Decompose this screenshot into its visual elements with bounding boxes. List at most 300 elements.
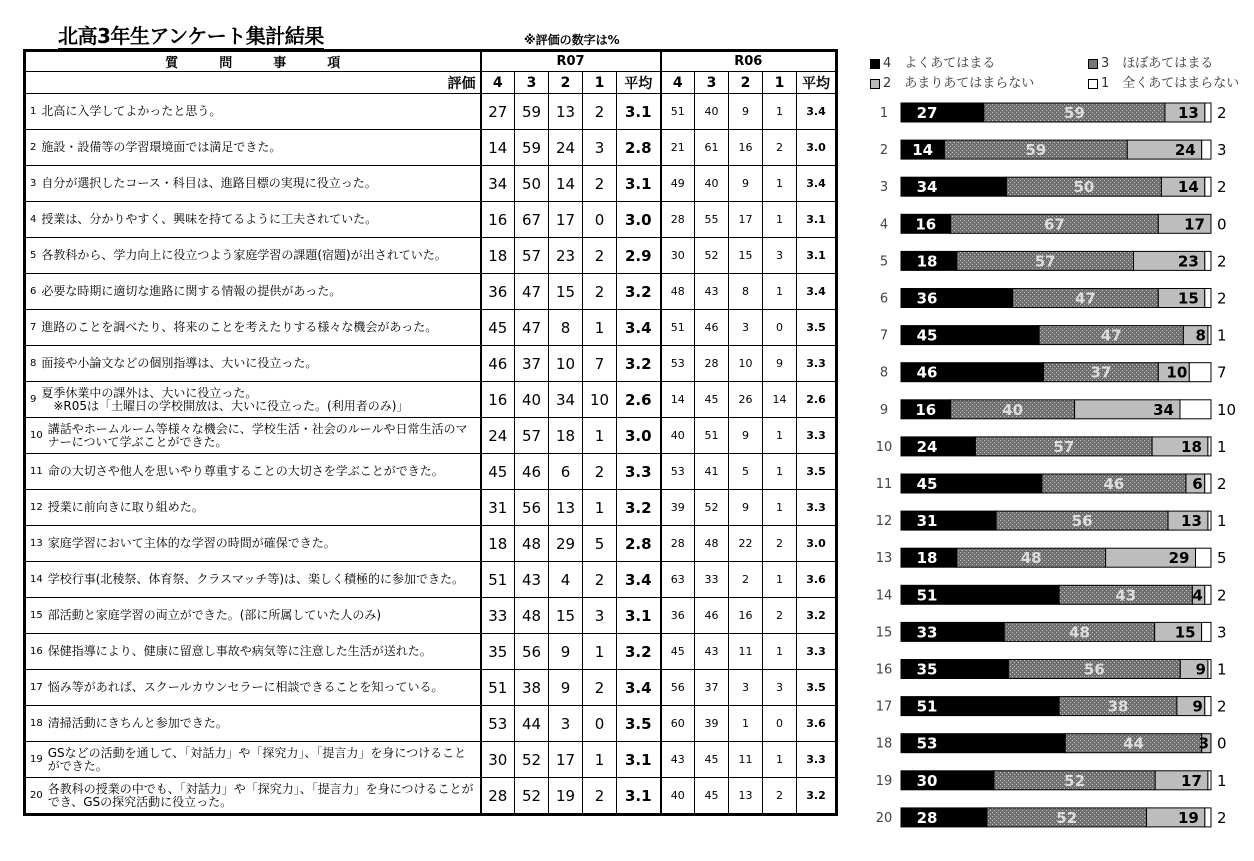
r06-pct-3: 46	[695, 598, 729, 634]
bar-segment-1	[1205, 177, 1211, 196]
r07-pct-2: 34	[549, 382, 583, 418]
r06-average: 3.3	[797, 490, 837, 526]
category-label: 3	[879, 180, 889, 196]
bar-segment-4	[901, 437, 975, 456]
r07-pct-4: 51	[481, 670, 515, 706]
category-label: 8	[879, 365, 889, 381]
r07-average: 3.1	[617, 166, 661, 202]
r07-average: 3.3	[617, 454, 661, 490]
question-number: 2	[30, 142, 37, 153]
r07-pct-2: 29	[549, 526, 583, 562]
bar-segment-1	[1205, 697, 1211, 716]
r07-pct-4: 28	[481, 778, 515, 815]
r06-pct-1: 1	[763, 274, 797, 310]
data-label: 40	[1002, 400, 1024, 419]
r07-pct-3: 52	[515, 742, 549, 778]
r06-pct-3: 52	[695, 490, 729, 526]
r07-pct-3: 46	[515, 454, 549, 490]
category-label: 7	[879, 328, 889, 344]
r07-pct-4: 16	[481, 382, 515, 418]
r07-pct-3: 59	[515, 130, 549, 166]
r06-average: 3.3	[797, 418, 837, 454]
r06-pct-4: 60	[661, 706, 695, 742]
data-label: 2	[1217, 586, 1227, 605]
r06-average: 3.2	[797, 598, 837, 634]
data-label: 44	[1123, 734, 1144, 753]
r06-pct-2: 11	[729, 742, 763, 778]
r07-average: 3.5	[617, 706, 661, 742]
r06-pct-4: 49	[661, 166, 695, 202]
col-header-r06-1: 1	[763, 72, 797, 94]
r06-pct-4: 28	[661, 202, 695, 238]
r07-pct-4: 24	[481, 418, 515, 454]
r07-pct-4: 16	[481, 202, 515, 238]
bar-segment-4	[901, 103, 984, 122]
bar-segment-1	[1180, 400, 1211, 419]
r07-pct-2: 6	[549, 454, 583, 490]
r06-pct-2: 26	[729, 382, 763, 418]
r07-pct-2: 18	[549, 418, 583, 454]
r06-pct-3: 61	[695, 130, 729, 166]
data-label: 23	[1177, 252, 1199, 271]
r07-pct-2: 13	[549, 490, 583, 526]
r07-pct-1: 2	[583, 778, 617, 815]
data-label: 52	[1056, 808, 1078, 827]
question-number: 19	[30, 754, 43, 765]
data-label: 50	[1073, 178, 1095, 197]
r06-pct-1: 14	[763, 382, 797, 418]
r06-pct-2: 2	[729, 562, 763, 598]
r07-pct-1: 2	[583, 274, 617, 310]
data-label: 67	[1044, 215, 1065, 234]
r06-pct-2: 16	[729, 130, 763, 166]
r06-pct-3: 52	[695, 238, 729, 274]
bar-segment-1	[1189, 363, 1211, 382]
category-label: 1	[879, 106, 889, 121]
data-label: 47	[1100, 326, 1122, 345]
r06-pct-4: 43	[661, 742, 695, 778]
data-label: 36	[916, 289, 938, 308]
r06-pct-3: 37	[695, 670, 729, 706]
r06-pct-2: 22	[729, 526, 763, 562]
question-text: 家庭学習において主体的な学習の時間が確保できた。	[47, 536, 336, 550]
r07-pct-3: 43	[515, 562, 549, 598]
r06-pct-2: 9	[729, 166, 763, 202]
category-label: 10	[875, 439, 893, 455]
r07-pct-1: 2	[583, 562, 617, 598]
question-text: 施設・設備等の学習環境面では満足できた。	[41, 140, 282, 154]
data-label: 1	[1217, 771, 1227, 790]
r06-pct-1: 1	[763, 634, 797, 670]
bar-segment-1	[1202, 140, 1211, 159]
data-label: 35	[916, 660, 938, 679]
data-label: 16	[915, 215, 937, 234]
question-text: 授業は、分かりやすく、興味を持てるように工夫されていた。	[41, 212, 378, 226]
r06-pct-2: 11	[729, 634, 763, 670]
r07-pct-2: 19	[549, 778, 583, 815]
r06-pct-3: 40	[695, 94, 729, 130]
category-label: 6	[879, 291, 889, 307]
legend-label: 3 ほぼあてはまる	[1101, 56, 1214, 71]
r06-pct-1: 1	[763, 94, 797, 130]
question-text: 部活動と家庭学習の両立ができた。(部に所属していた人のみ)	[47, 608, 382, 622]
r07-pct-2: 15	[549, 274, 583, 310]
legend-label: 1 全くあてはまらない	[1101, 76, 1240, 91]
data-label: 15	[1174, 623, 1196, 642]
data-label: 52	[1064, 771, 1086, 790]
r06-average: 2.6	[797, 382, 837, 418]
r06-pct-3: 39	[695, 706, 729, 742]
question-text: 夏季休業中の課外は、大いに役立った。 ※R05は「土曜日の学校開放は、大いに役立った。(利用者のみ)」	[41, 385, 409, 413]
r06-pct-4: 53	[661, 454, 695, 490]
r06-average: 3.5	[797, 670, 837, 706]
r07-pct-2: 10	[549, 346, 583, 382]
bar-segment-1	[1208, 511, 1211, 530]
r06-pct-4: 40	[661, 418, 695, 454]
group-header-r06: R06	[661, 51, 837, 72]
r06-pct-1: 2	[763, 130, 797, 166]
data-label: 6	[1192, 475, 1203, 493]
col-header-r07-2: 2	[549, 72, 583, 94]
r07-average: 3.1	[617, 94, 661, 130]
r07-pct-3: 48	[515, 598, 549, 634]
data-label: 57	[1053, 437, 1075, 456]
r06-pct-3: 46	[695, 310, 729, 346]
bar-segment-1	[1205, 103, 1211, 122]
question-number: 10	[30, 430, 43, 441]
r06-average: 3.4	[797, 166, 837, 202]
r07-average: 3.4	[617, 670, 661, 706]
data-label: 57	[1034, 252, 1056, 271]
data-label: 18	[1181, 437, 1202, 456]
data-label: 48	[1069, 623, 1090, 642]
bar-segment-1	[1205, 474, 1211, 493]
r06-average: 3.6	[797, 706, 837, 742]
question-number: 9	[30, 394, 37, 405]
r07-pct-2: 15	[549, 598, 583, 634]
r07-pct-4: 27	[481, 94, 515, 130]
question-header: 質 問 事 項	[25, 51, 481, 72]
r06-pct-2: 3	[729, 310, 763, 346]
question-text: 清掃活動にきちんと参加できた。	[47, 716, 228, 730]
r06-average: 3.5	[797, 310, 837, 346]
r07-pct-1: 3	[583, 598, 617, 634]
data-label: 2	[1217, 475, 1227, 493]
bar-segment-1	[1205, 585, 1211, 604]
r07-pct-2: 13	[549, 94, 583, 130]
r07-pct-4: 36	[481, 274, 515, 310]
data-label: 56	[1083, 660, 1105, 679]
r06-pct-2: 15	[729, 238, 763, 274]
bar-segment-1	[1208, 771, 1211, 790]
r07-pct-3: 47	[515, 310, 549, 346]
r07-pct-4: 31	[481, 490, 515, 526]
col-header-r06-4: 4	[661, 72, 695, 94]
col-header-r06-3: 3	[695, 72, 729, 94]
r06-pct-4: 48	[661, 274, 695, 310]
r06-pct-3: 45	[695, 778, 729, 815]
bar-segment-4	[901, 771, 994, 790]
data-label: 1	[1217, 437, 1227, 456]
data-label: 24	[1174, 141, 1196, 160]
question-text: 悩み等があれば、スクールカウンセラーに相談できることを知っている。	[47, 680, 444, 694]
r07-pct-2: 3	[549, 706, 583, 742]
question-text: 各教科から、学力向上に役立つよう家庭学習の課題(宿題)が出されていた。	[41, 248, 447, 262]
data-label: 48	[1020, 549, 1042, 568]
data-label: 2	[1217, 808, 1227, 827]
r06-pct-1: 1	[763, 490, 797, 526]
r06-pct-4: 36	[661, 598, 695, 634]
r07-pct-3: 56	[515, 634, 549, 670]
question-number: 14	[30, 574, 43, 585]
question-text: 面接や小論文などの個別指導は、大いに役立った。	[41, 356, 318, 370]
r07-pct-3: 40	[515, 382, 549, 418]
r07-pct-3: 56	[515, 490, 549, 526]
r07-pct-2: 23	[549, 238, 583, 274]
r06-pct-3: 41	[695, 454, 729, 490]
data-label: 1	[1217, 326, 1227, 345]
r06-pct-4: 56	[661, 670, 695, 706]
data-label: 28	[916, 808, 938, 827]
data-label: 2	[1217, 104, 1227, 122]
r07-pct-3: 59	[515, 94, 549, 130]
r07-pct-2: 9	[549, 670, 583, 706]
r06-pct-1: 1	[763, 202, 797, 238]
bar-segment-4	[901, 808, 987, 827]
r07-pct-1: 2	[583, 166, 617, 202]
r07-pct-1: 1	[583, 418, 617, 454]
question-number: 12	[30, 502, 43, 513]
data-label: 14	[1177, 178, 1199, 197]
data-label: 17	[1181, 771, 1202, 790]
data-label: 9	[1192, 697, 1203, 716]
bar-segment-1	[1208, 437, 1211, 456]
data-label: 51	[916, 586, 938, 605]
data-label: 3	[1198, 734, 1209, 753]
percent-note: ※評価の数字は%	[524, 33, 620, 47]
r07-pct-3: 67	[515, 202, 549, 238]
r07-average: 2.6	[617, 382, 661, 418]
data-label: 7	[1217, 363, 1227, 382]
r07-average: 3.4	[617, 562, 661, 598]
r07-pct-1: 1	[583, 634, 617, 670]
r06-pct-1: 1	[763, 166, 797, 202]
data-label: 16	[915, 400, 937, 419]
question-number: 20	[30, 790, 43, 801]
bar-segment-1	[1205, 808, 1211, 827]
bar-segment-1	[1205, 289, 1211, 308]
r07-pct-1: 7	[583, 346, 617, 382]
question-text: 命の大切さや他人を思いやり尊重することの大切さを学ぶことができた。	[47, 464, 444, 478]
col-header-r06-avg: 平均	[797, 72, 837, 94]
data-label: 34	[916, 178, 938, 197]
r06-average: 3.0	[797, 130, 837, 166]
r07-pct-1: 1	[583, 490, 617, 526]
question-number: 15	[30, 610, 43, 621]
bar-segment-1	[1205, 251, 1211, 270]
r06-pct-4: 53	[661, 346, 695, 382]
r07-pct-2: 9	[549, 634, 583, 670]
r07-pct-4: 14	[481, 130, 515, 166]
r07-pct-1: 1	[583, 742, 617, 778]
category-label: 15	[875, 625, 893, 641]
r07-pct-2: 17	[549, 742, 583, 778]
r06-average: 3.3	[797, 742, 837, 778]
question-text: 必要な時期に適切な進路に関する情報の提供があった。	[41, 284, 342, 298]
r06-pct-4: 28	[661, 526, 695, 562]
r06-pct-2: 13	[729, 778, 763, 815]
data-label: 45	[916, 326, 938, 345]
r06-average: 3.1	[797, 238, 837, 274]
data-label: 24	[916, 437, 938, 456]
r07-pct-3: 44	[515, 706, 549, 742]
r06-pct-1: 2	[763, 778, 797, 815]
category-label: 11	[875, 477, 893, 492]
r06-pct-3: 43	[695, 274, 729, 310]
question-number: 18	[30, 718, 43, 729]
category-label: 13	[875, 551, 893, 567]
r07-pct-4: 53	[481, 706, 515, 742]
category-label: 18	[875, 736, 893, 752]
r07-pct-1: 2	[583, 670, 617, 706]
data-label: 29	[1168, 549, 1190, 568]
data-label: 2	[1217, 252, 1227, 271]
data-label: 53	[916, 734, 938, 753]
category-label: 12	[875, 514, 893, 530]
r07-pct-1: 2	[583, 454, 617, 490]
r06-pct-2: 9	[729, 418, 763, 454]
r07-pct-3: 50	[515, 166, 549, 202]
r06-average: 3.4	[797, 94, 837, 130]
r07-pct-1: 5	[583, 526, 617, 562]
r06-pct-2: 5	[729, 454, 763, 490]
r07-average: 3.1	[617, 742, 661, 778]
data-label: 15	[1177, 289, 1199, 308]
question-text: 北高に入学してよかったと思う。	[41, 104, 222, 118]
r06-pct-1: 3	[763, 670, 797, 706]
r07-pct-2: 8	[549, 310, 583, 346]
r07-pct-4: 45	[481, 310, 515, 346]
data-label: 47	[1075, 289, 1096, 308]
r06-pct-2: 1	[729, 706, 763, 742]
data-label: 5	[1217, 549, 1227, 568]
data-label: 31	[916, 512, 938, 531]
r07-pct-3: 47	[515, 274, 549, 310]
r06-pct-3: 43	[695, 634, 729, 670]
data-label: 2	[1217, 697, 1227, 716]
r07-average: 3.1	[617, 778, 661, 815]
question-number: 3	[30, 178, 37, 189]
page-title: 北高3年生アンケート集計結果	[58, 24, 324, 48]
category-label: 17	[875, 699, 893, 715]
r07-pct-1: 3	[583, 130, 617, 166]
r07-pct-1: 0	[583, 202, 617, 238]
data-label: 30	[916, 771, 938, 790]
r06-pct-2: 9	[729, 490, 763, 526]
question-text: 自分が選択したコース・科目は、進路目標の実現に役立った。	[41, 176, 377, 190]
data-label: 43	[1115, 586, 1137, 605]
r06-pct-2: 17	[729, 202, 763, 238]
category-label: 2	[879, 143, 889, 159]
r06-pct-2: 10	[729, 346, 763, 382]
col-header-r07-3: 3	[515, 72, 549, 94]
data-label: 13	[1181, 512, 1202, 531]
r06-pct-4: 51	[661, 94, 695, 130]
data-label: 14	[912, 141, 934, 160]
question-number: 13	[30, 538, 43, 549]
r07-pct-4: 18	[481, 238, 515, 274]
r07-average: 2.8	[617, 526, 661, 562]
r06-pct-1: 0	[763, 706, 797, 742]
r06-average: 3.3	[797, 634, 837, 670]
category-label: 20	[875, 810, 893, 826]
r07-pct-4: 33	[481, 598, 515, 634]
category-label: 16	[875, 662, 893, 678]
data-label: 51	[916, 697, 938, 716]
bar-segment-1	[1208, 660, 1211, 679]
r06-average: 3.0	[797, 526, 837, 562]
category-label: 9	[879, 402, 889, 418]
r06-pct-1: 1	[763, 742, 797, 778]
category-label: 19	[875, 773, 893, 789]
question-number: 1	[30, 106, 37, 117]
data-label: 27	[916, 104, 938, 122]
data-label: 56	[1071, 512, 1093, 531]
r06-pct-4: 39	[661, 490, 695, 526]
data-label: 18	[916, 252, 938, 271]
r06-pct-2: 16	[729, 598, 763, 634]
r06-pct-3: 40	[695, 166, 729, 202]
bar-segment-1	[1202, 622, 1211, 641]
r07-pct-1: 2	[583, 94, 617, 130]
r07-pct-3: 52	[515, 778, 549, 815]
r07-average: 3.2	[617, 274, 661, 310]
r06-pct-1: 1	[763, 562, 797, 598]
r07-average: 3.2	[617, 346, 661, 382]
r06-pct-4: 14	[661, 382, 695, 418]
r06-pct-1: 2	[763, 598, 797, 634]
r06-average: 3.5	[797, 454, 837, 490]
r07-average: 3.2	[617, 490, 661, 526]
r06-average: 3.6	[797, 562, 837, 598]
col-header-r07-avg: 平均	[617, 72, 661, 94]
data-label: 13	[1177, 104, 1199, 122]
question-text: 授業に前向きに取り組めた。	[47, 500, 204, 514]
data-label: 3	[1217, 141, 1227, 160]
r07-average: 3.2	[617, 634, 661, 670]
question-text: GSなどの活動を通して、「対話力」や「探究力」、「提言力」を身につけることができた。	[47, 745, 467, 773]
data-label: 34	[1153, 400, 1174, 419]
r06-pct-3: 28	[695, 346, 729, 382]
r07-pct-3: 57	[515, 418, 549, 454]
col-header-r07-4: 4	[481, 72, 515, 94]
data-label: 10	[1217, 400, 1237, 419]
r07-pct-1: 10	[583, 382, 617, 418]
r07-pct-4: 51	[481, 562, 515, 598]
data-label: 19	[1177, 808, 1199, 827]
r07-average: 3.0	[617, 202, 661, 238]
r06-pct-4: 63	[661, 562, 695, 598]
question-text: 保健指導により、健康に留意し事故や病気等に注意した生活が送れた。	[47, 644, 432, 658]
question-text: 進路のことを調べたり、将来のことを考えたりする様々な機会があった。	[41, 320, 438, 334]
r06-pct-3: 45	[695, 382, 729, 418]
r06-pct-3: 45	[695, 742, 729, 778]
data-label: 18	[916, 549, 938, 568]
r06-average: 3.2	[797, 778, 837, 815]
bar-segment-4	[901, 511, 996, 530]
question-number: 8	[30, 358, 37, 369]
r07-pct-3: 38	[515, 670, 549, 706]
